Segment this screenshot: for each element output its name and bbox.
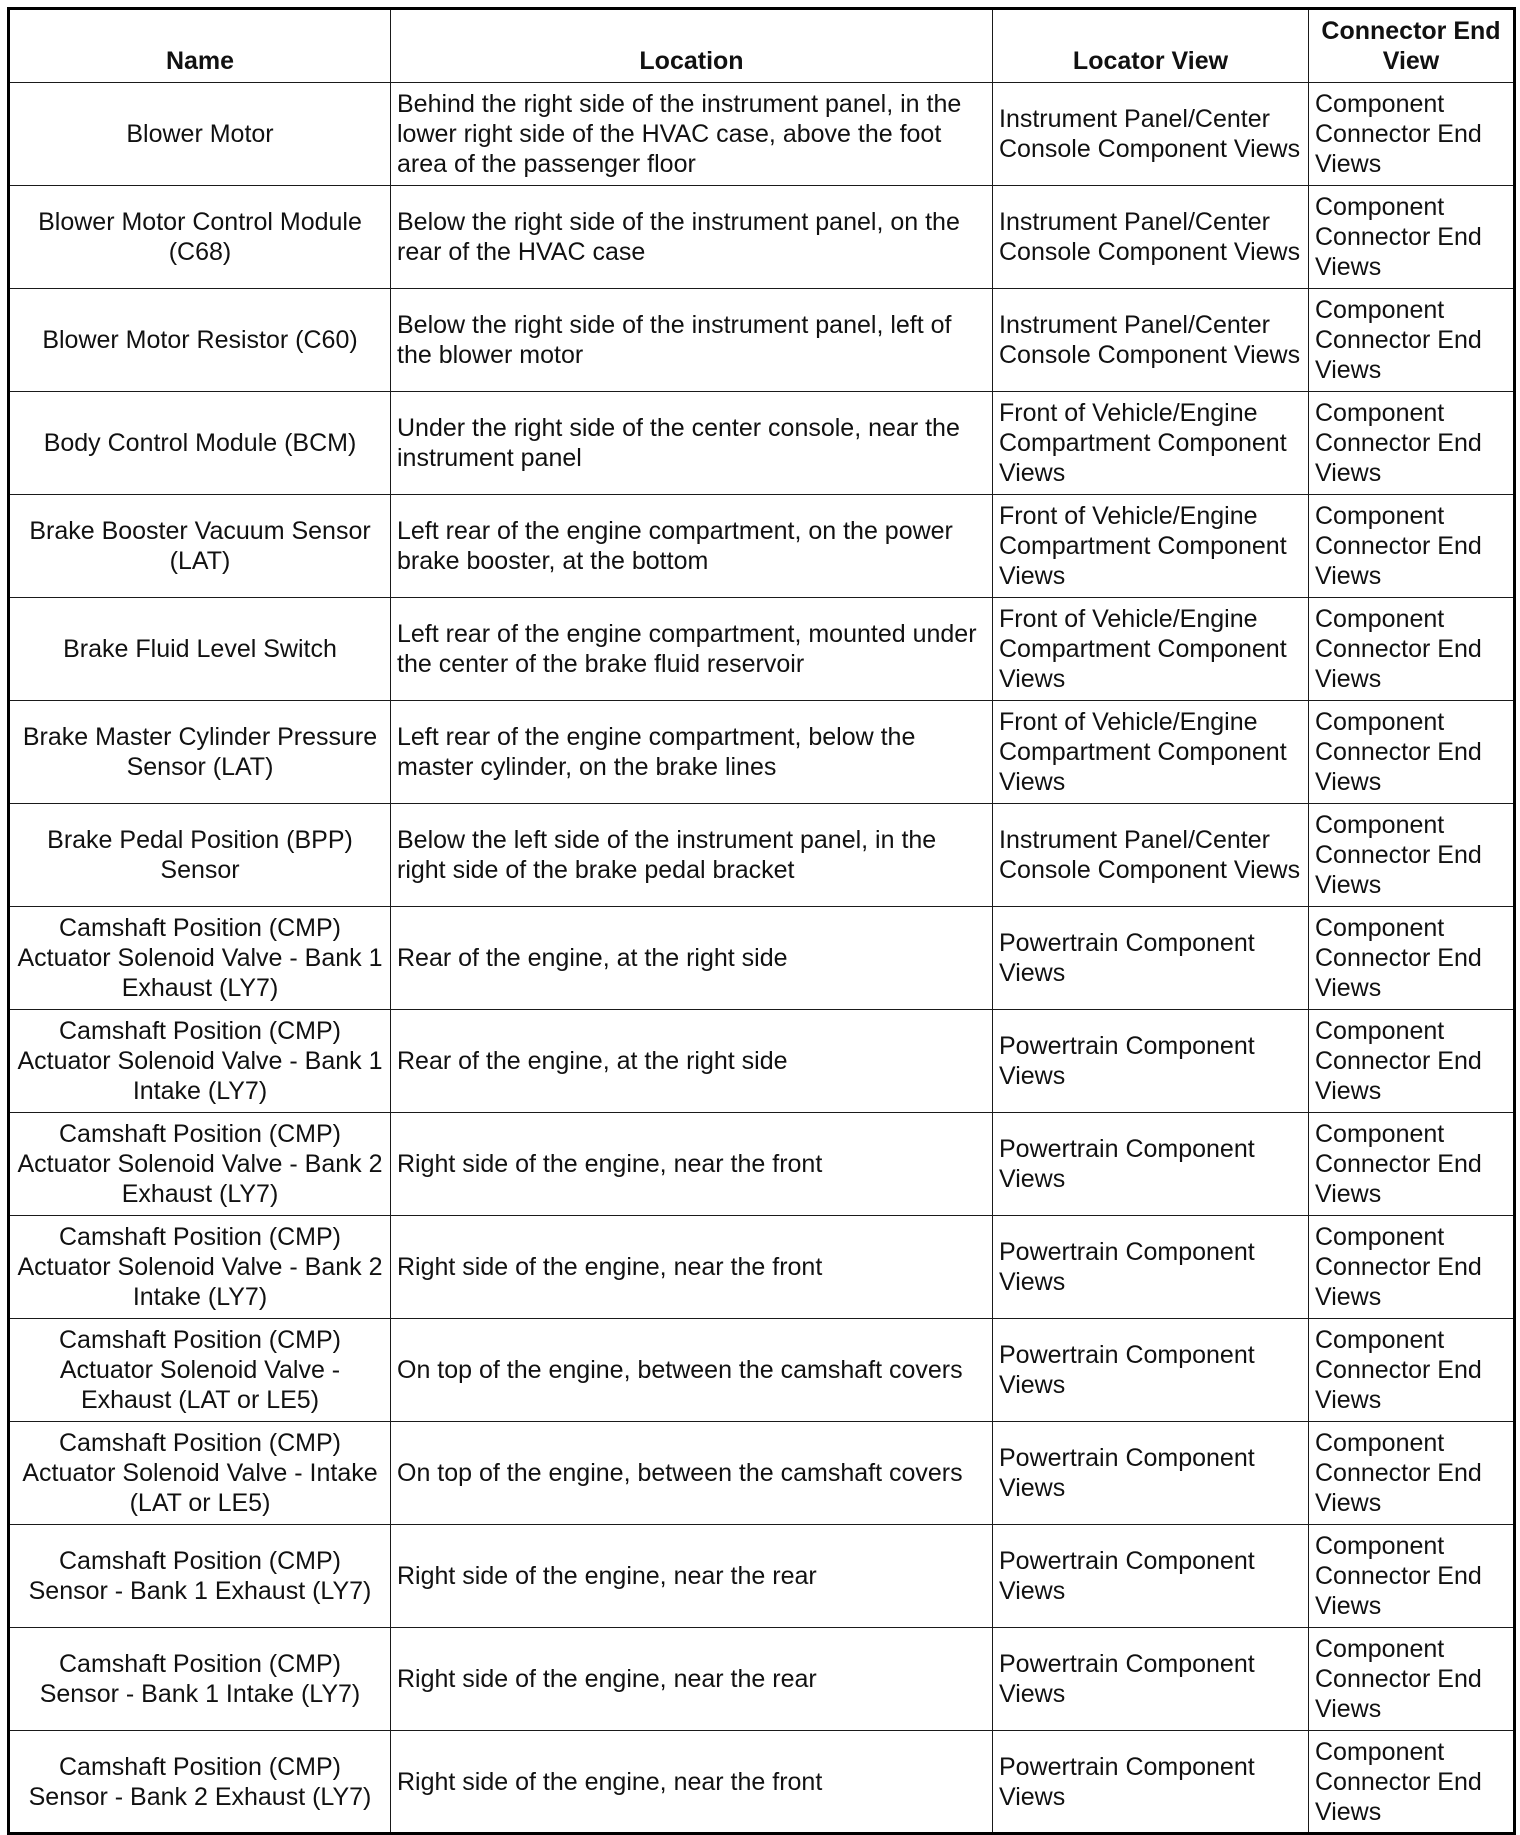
component-location: Right side of the engine, near the rear (391, 1628, 993, 1731)
table-row (9, 1628, 1515, 1731)
connector-end-view-link[interactable]: Component Connector End Views (1309, 907, 1515, 1010)
locator-view-link[interactable]: Front of Vehicle/Engine Compartment Component Views (993, 392, 1309, 495)
locator-view-link[interactable]: Instrument Panel/Center Console Component Views (993, 186, 1309, 289)
locator-view-link[interactable]: Powertrain Component Views (993, 1216, 1309, 1319)
component-location: Right side of the engine, near the front (391, 1731, 993, 1834)
table-row (9, 598, 1515, 701)
connector-end-view-link[interactable]: Component Connector End Views (1309, 701, 1515, 804)
component-name: Camshaft Position (CMP) Actuator Solenoid Valve - Bank 2 Intake (LY7) (9, 1216, 391, 1319)
connector-end-view-link[interactable]: Component Connector End Views (1309, 598, 1515, 701)
component-location: Left rear of the engine compartment, mounted under the center of the brake fluid reservoir (391, 598, 993, 701)
locator-view-link[interactable]: Front of Vehicle/Engine Compartment Component Views (993, 495, 1309, 598)
connector-end-view-link[interactable]: Component Connector End Views (1309, 1628, 1515, 1731)
locator-view-link[interactable]: Front of Vehicle/Engine Compartment Component Views (993, 598, 1309, 701)
header-connector-end-view: Connector End View (1309, 9, 1515, 83)
connector-end-view-link[interactable]: Component Connector End Views (1309, 1319, 1515, 1422)
table-row (9, 701, 1515, 804)
table-row (9, 1010, 1515, 1113)
table-row (9, 392, 1515, 495)
table-row (9, 289, 1515, 392)
component-name: Camshaft Position (CMP) Actuator Solenoid Valve - Intake (LAT or LE5) (9, 1422, 391, 1525)
component-name: Camshaft Position (CMP) Sensor - Bank 1 Intake (LY7) (9, 1628, 391, 1731)
table-row (9, 1216, 1515, 1319)
header-location: Location (391, 9, 993, 83)
header-row (9, 9, 1515, 83)
component-name: Brake Pedal Position (BPP) Sensor (9, 804, 391, 907)
component-location: Left rear of the engine compartment, below the master cylinder, on the brake lines (391, 701, 993, 804)
locator-view-link[interactable]: Powertrain Component Views (993, 1628, 1309, 1731)
table-row (9, 1422, 1515, 1525)
component-name: Brake Fluid Level Switch (9, 598, 391, 701)
connector-end-view-link[interactable]: Component Connector End Views (1309, 804, 1515, 907)
component-location: Below the left side of the instrument panel, in the right side of the brake pedal bracket (391, 804, 993, 907)
header-name: Name (9, 9, 391, 83)
connector-end-view-link[interactable]: Component Connector End Views (1309, 1010, 1515, 1113)
table-row (9, 804, 1515, 907)
table-row (9, 83, 1515, 186)
component-name: Brake Booster Vacuum Sensor (LAT) (9, 495, 391, 598)
connector-end-view-link[interactable]: Component Connector End Views (1309, 1422, 1515, 1525)
table-row (9, 495, 1515, 598)
connector-end-view-link[interactable]: Component Connector End Views (1309, 186, 1515, 289)
component-location: Right side of the engine, near the front (391, 1113, 993, 1216)
locator-view-link[interactable]: Powertrain Component Views (993, 1525, 1309, 1628)
table-row (9, 1319, 1515, 1422)
locator-view-link[interactable]: Instrument Panel/Center Console Component Views (993, 289, 1309, 392)
component-name: Camshaft Position (CMP) Actuator Solenoid Valve - Bank 2 Exhaust (LY7) (9, 1113, 391, 1216)
component-location: On top of the engine, between the camshaft covers (391, 1422, 993, 1525)
component-location: Below the right side of the instrument panel, left of the blower motor (391, 289, 993, 392)
component-locator-table (7, 7, 1516, 1835)
table-row (9, 1113, 1515, 1216)
component-name: Camshaft Position (CMP) Actuator Solenoid Valve - Exhaust (LAT or LE5) (9, 1319, 391, 1422)
locator-view-link[interactable]: Powertrain Component Views (993, 1731, 1309, 1834)
component-name: Blower Motor (9, 83, 391, 186)
component-location: Left rear of the engine compartment, on the power brake booster, at the bottom (391, 495, 993, 598)
connector-end-view-link[interactable]: Component Connector End Views (1309, 1113, 1515, 1216)
locator-view-link[interactable]: Powertrain Component Views (993, 1319, 1309, 1422)
component-name: Camshaft Position (CMP) Actuator Solenoid Valve - Bank 1 Exhaust (LY7) (9, 907, 391, 1010)
table-row (9, 1731, 1515, 1834)
locator-view-link[interactable]: Front of Vehicle/Engine Compartment Component Views (993, 701, 1309, 804)
component-name: Camshaft Position (CMP) Sensor - Bank 2 Exhaust (LY7) (9, 1731, 391, 1834)
component-location: Below the right side of the instrument panel, on the rear of the HVAC case (391, 186, 993, 289)
component-location: Right side of the engine, near the front (391, 1216, 993, 1319)
component-name: Camshaft Position (CMP) Sensor - Bank 1 Exhaust (LY7) (9, 1525, 391, 1628)
connector-end-view-link[interactable]: Component Connector End Views (1309, 1731, 1515, 1834)
connector-end-view-link[interactable]: Component Connector End Views (1309, 1525, 1515, 1628)
component-location: Rear of the engine, at the right side (391, 1010, 993, 1113)
component-location: Under the right side of the center console, near the instrument panel (391, 392, 993, 495)
table-row (9, 1525, 1515, 1628)
locator-view-link[interactable]: Instrument Panel/Center Console Component Views (993, 83, 1309, 186)
connector-end-view-link[interactable]: Component Connector End Views (1309, 495, 1515, 598)
header-locator-view: Locator View (993, 9, 1309, 83)
locator-view-link[interactable]: Powertrain Component Views (993, 1422, 1309, 1525)
locator-view-link[interactable]: Powertrain Component Views (993, 907, 1309, 1010)
locator-view-link[interactable]: Powertrain Component Views (993, 1010, 1309, 1113)
connector-end-view-link[interactable]: Component Connector End Views (1309, 392, 1515, 495)
component-location: On top of the engine, between the camshaft covers (391, 1319, 993, 1422)
component-name: Blower Motor Resistor (C60) (9, 289, 391, 392)
connector-end-view-link[interactable]: Component Connector End Views (1309, 1216, 1515, 1319)
locator-view-link[interactable]: Instrument Panel/Center Console Component Views (993, 804, 1309, 907)
locator-view-link[interactable]: Powertrain Component Views (993, 1113, 1309, 1216)
table-row (9, 186, 1515, 289)
table-header (9, 9, 1515, 83)
component-name: Body Control Module (BCM) (9, 392, 391, 495)
component-name: Brake Master Cylinder Pressure Sensor (LAT) (9, 701, 391, 804)
connector-end-view-link[interactable]: Component Connector End Views (1309, 289, 1515, 392)
component-name: Camshaft Position (CMP) Actuator Solenoid Valve - Bank 1 Intake (LY7) (9, 1010, 391, 1113)
component-location: Rear of the engine, at the right side (391, 907, 993, 1010)
table-row (9, 907, 1515, 1010)
connector-end-view-link[interactable]: Component Connector End Views (1309, 83, 1515, 186)
table-body (9, 83, 1515, 1834)
component-location: Behind the right side of the instrument panel, in the lower right side of the HVAC case, above the foot area of the passenger floor (391, 83, 993, 186)
component-name: Blower Motor Control Module (C68) (9, 186, 391, 289)
component-location: Right side of the engine, near the rear (391, 1525, 993, 1628)
